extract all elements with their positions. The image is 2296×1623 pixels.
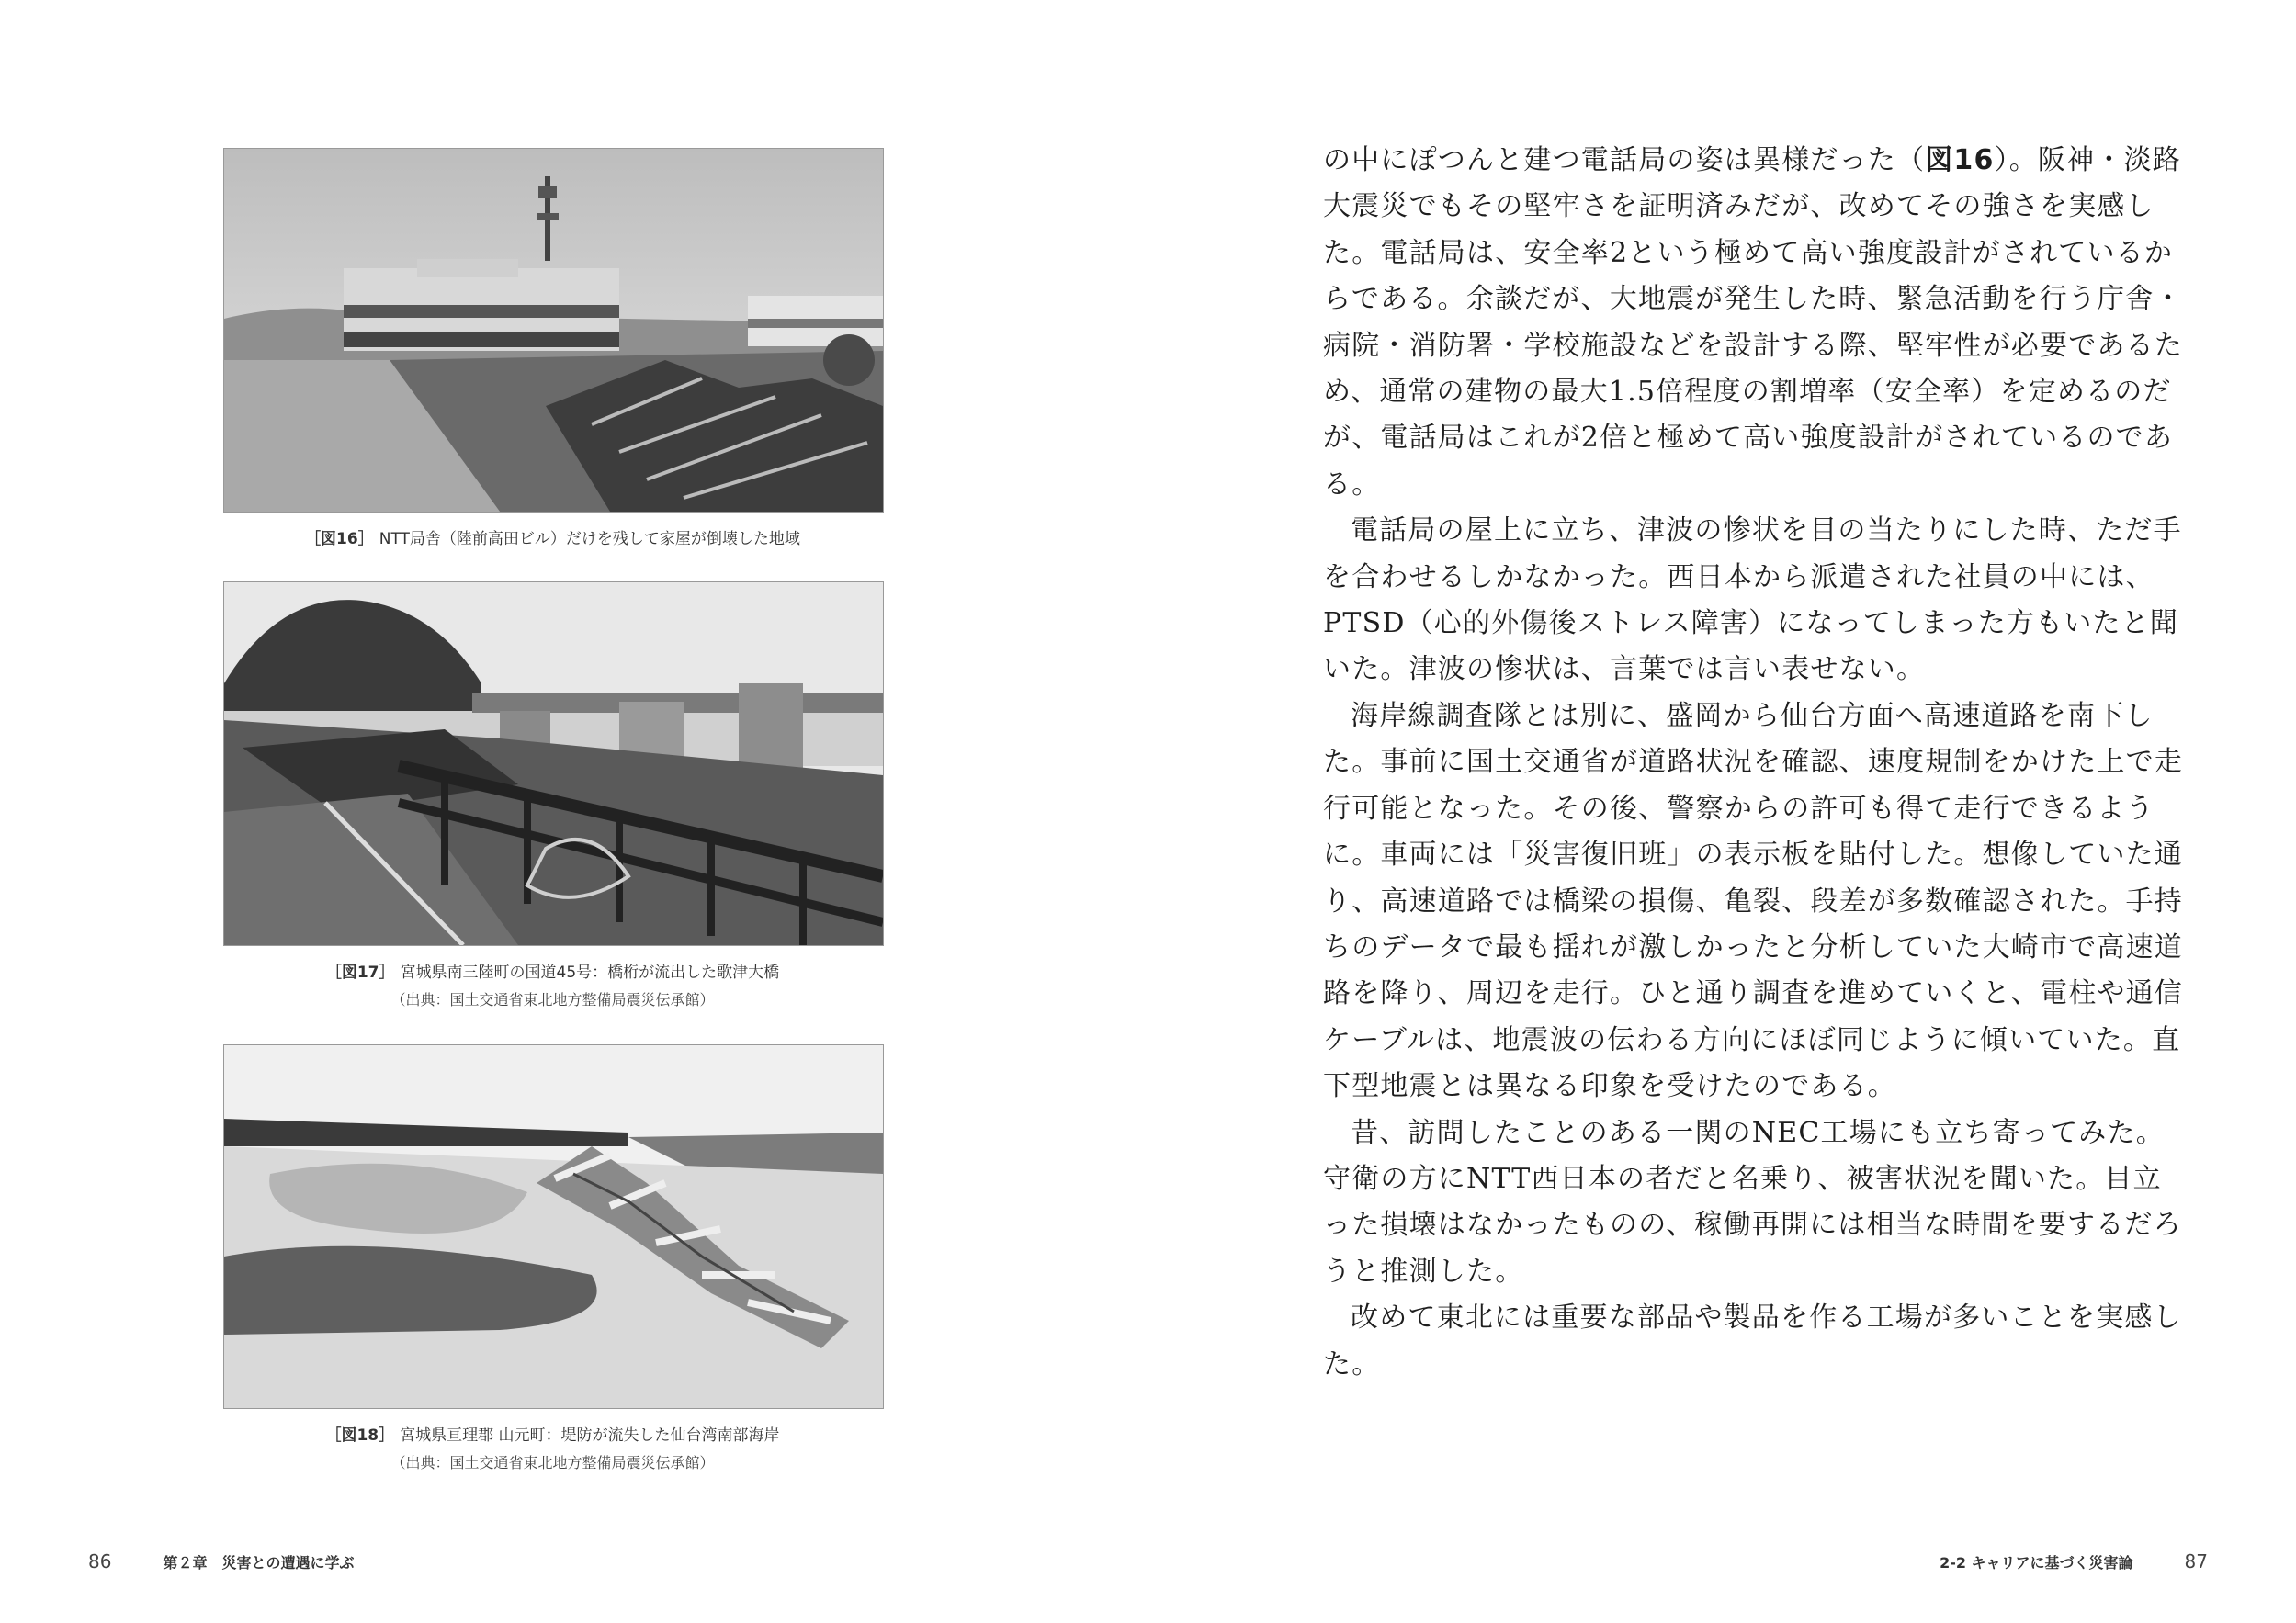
photo-sendai-bay-coast bbox=[223, 1044, 884, 1409]
footer-right bbox=[1940, 1550, 2208, 1572]
paragraph-5: 改めて東北には重要な部品や製品を作る工場が多いことを実感した。 bbox=[1323, 1302, 2182, 1381]
paragraph-3: 海岸線調査隊とは別に、盛岡から仙台方面へ高速道路を南下した。事前に国土交通省が道路状況を確認、速度規制をかけた上で走行可能となった。その後、警察からの許可も得て走行できるように。車両には「災害復旧班」の表示板を貼付した。想像していた通り、高速道路では橋梁の損傷、亀裂、段差が多数確認された。手持ちのデータで最も揺れが激しかったと分析していた大崎市で高速道路を降り、周辺を走行。ひと通り調査を進めていくと、電柱や通信ケーブルは、地震波の伝わる方向にほぼ同じように傾いていた。直下型地震とは異なる印象を受けたのである。 bbox=[1323, 699, 2183, 1103]
paragraph-4: 昔、訪問したことのある一関のNEC工場にも立ち寄ってみた。守衛の方にNTT西日本の者だと名乗り、被害状況を聞いた。目立った損壊はなかったものの、稼働再開には相当な時間を要するだろうと推測した。 bbox=[1323, 1116, 2182, 1288]
figure-caption bbox=[223, 959, 882, 1014]
figure-reference: 図16 bbox=[1925, 144, 1995, 176]
paragraph-2: 電話局の屋上に立ち、津波の惨状を目の当たりにした時、ただ手を合わせるしかなかった。西日本から派遣された社員の中には、PTSD（心的外傷後ストレス障害）になってしまった方もいたと聞いた。津波の惨状は、言葉では言い表せない。 bbox=[1323, 514, 2182, 686]
figure-caption bbox=[223, 525, 882, 553]
page-number-right: 87 bbox=[2184, 1550, 2208, 1572]
footer-left bbox=[88, 1550, 354, 1572]
body-text bbox=[1323, 138, 2187, 1388]
figure-caption bbox=[223, 1422, 882, 1477]
photo-ntt-building-ruins bbox=[223, 148, 884, 513]
chapter-title: 第２章 災害との遭遇に学ぶ bbox=[163, 1554, 355, 1572]
figure-17 bbox=[223, 581, 882, 1014]
caption-text: 宮城県亘理郡 山元町：堤防が流失した仙台湾南部海岸 bbox=[400, 1426, 780, 1445]
section-title: 2-2 キャリアに基づく災害論 bbox=[1940, 1554, 2133, 1572]
page-number-left: 86 bbox=[88, 1550, 112, 1572]
figure-16 bbox=[223, 148, 882, 553]
caption-text: NTT局舎（陸前高田ビル）だけを残して家屋が倒壊した地域 bbox=[379, 530, 800, 548]
paragraph-1 bbox=[1323, 138, 2187, 508]
figure-18 bbox=[223, 1044, 882, 1477]
figure-number: ［図18］ bbox=[325, 1426, 395, 1445]
figure-credit: （出典：国土交通省東北地方整備局震災伝承館） bbox=[390, 1454, 715, 1471]
paragraph-1-text-b: ）。阪神・淡路大震災でもその堅牢さを証明済みだが、改めてその強さを実感した。電話局は、安全率2という極めて高い強度設計がされているからである。余談だが、大地震が発生した時、緊急活動を行う庁舎・病院・消防署・学校施設などを設計する際、堅牢性が必要であるため、通常の建物の最大1.5倍程度の割増率（安全率）を定めるのだが、電話局はこれが2倍と極めて高い強度設計がされているのである。 bbox=[1323, 144, 2183, 501]
paragraph-1-text-a: の中にぽつんと建つ電話局の姿は異様だった（ bbox=[1323, 144, 1926, 176]
figure-credit: （出典：国土交通省東北地方整備局震災伝承館） bbox=[390, 991, 715, 1009]
caption-text: 宮城県南三陸町の国道45号：橋桁が流出した歌津大橋 bbox=[400, 964, 780, 982]
photo-utatsu-bridge bbox=[223, 581, 884, 946]
figure-number: ［図16］ bbox=[305, 530, 374, 548]
figure-number: ［図17］ bbox=[325, 964, 395, 982]
